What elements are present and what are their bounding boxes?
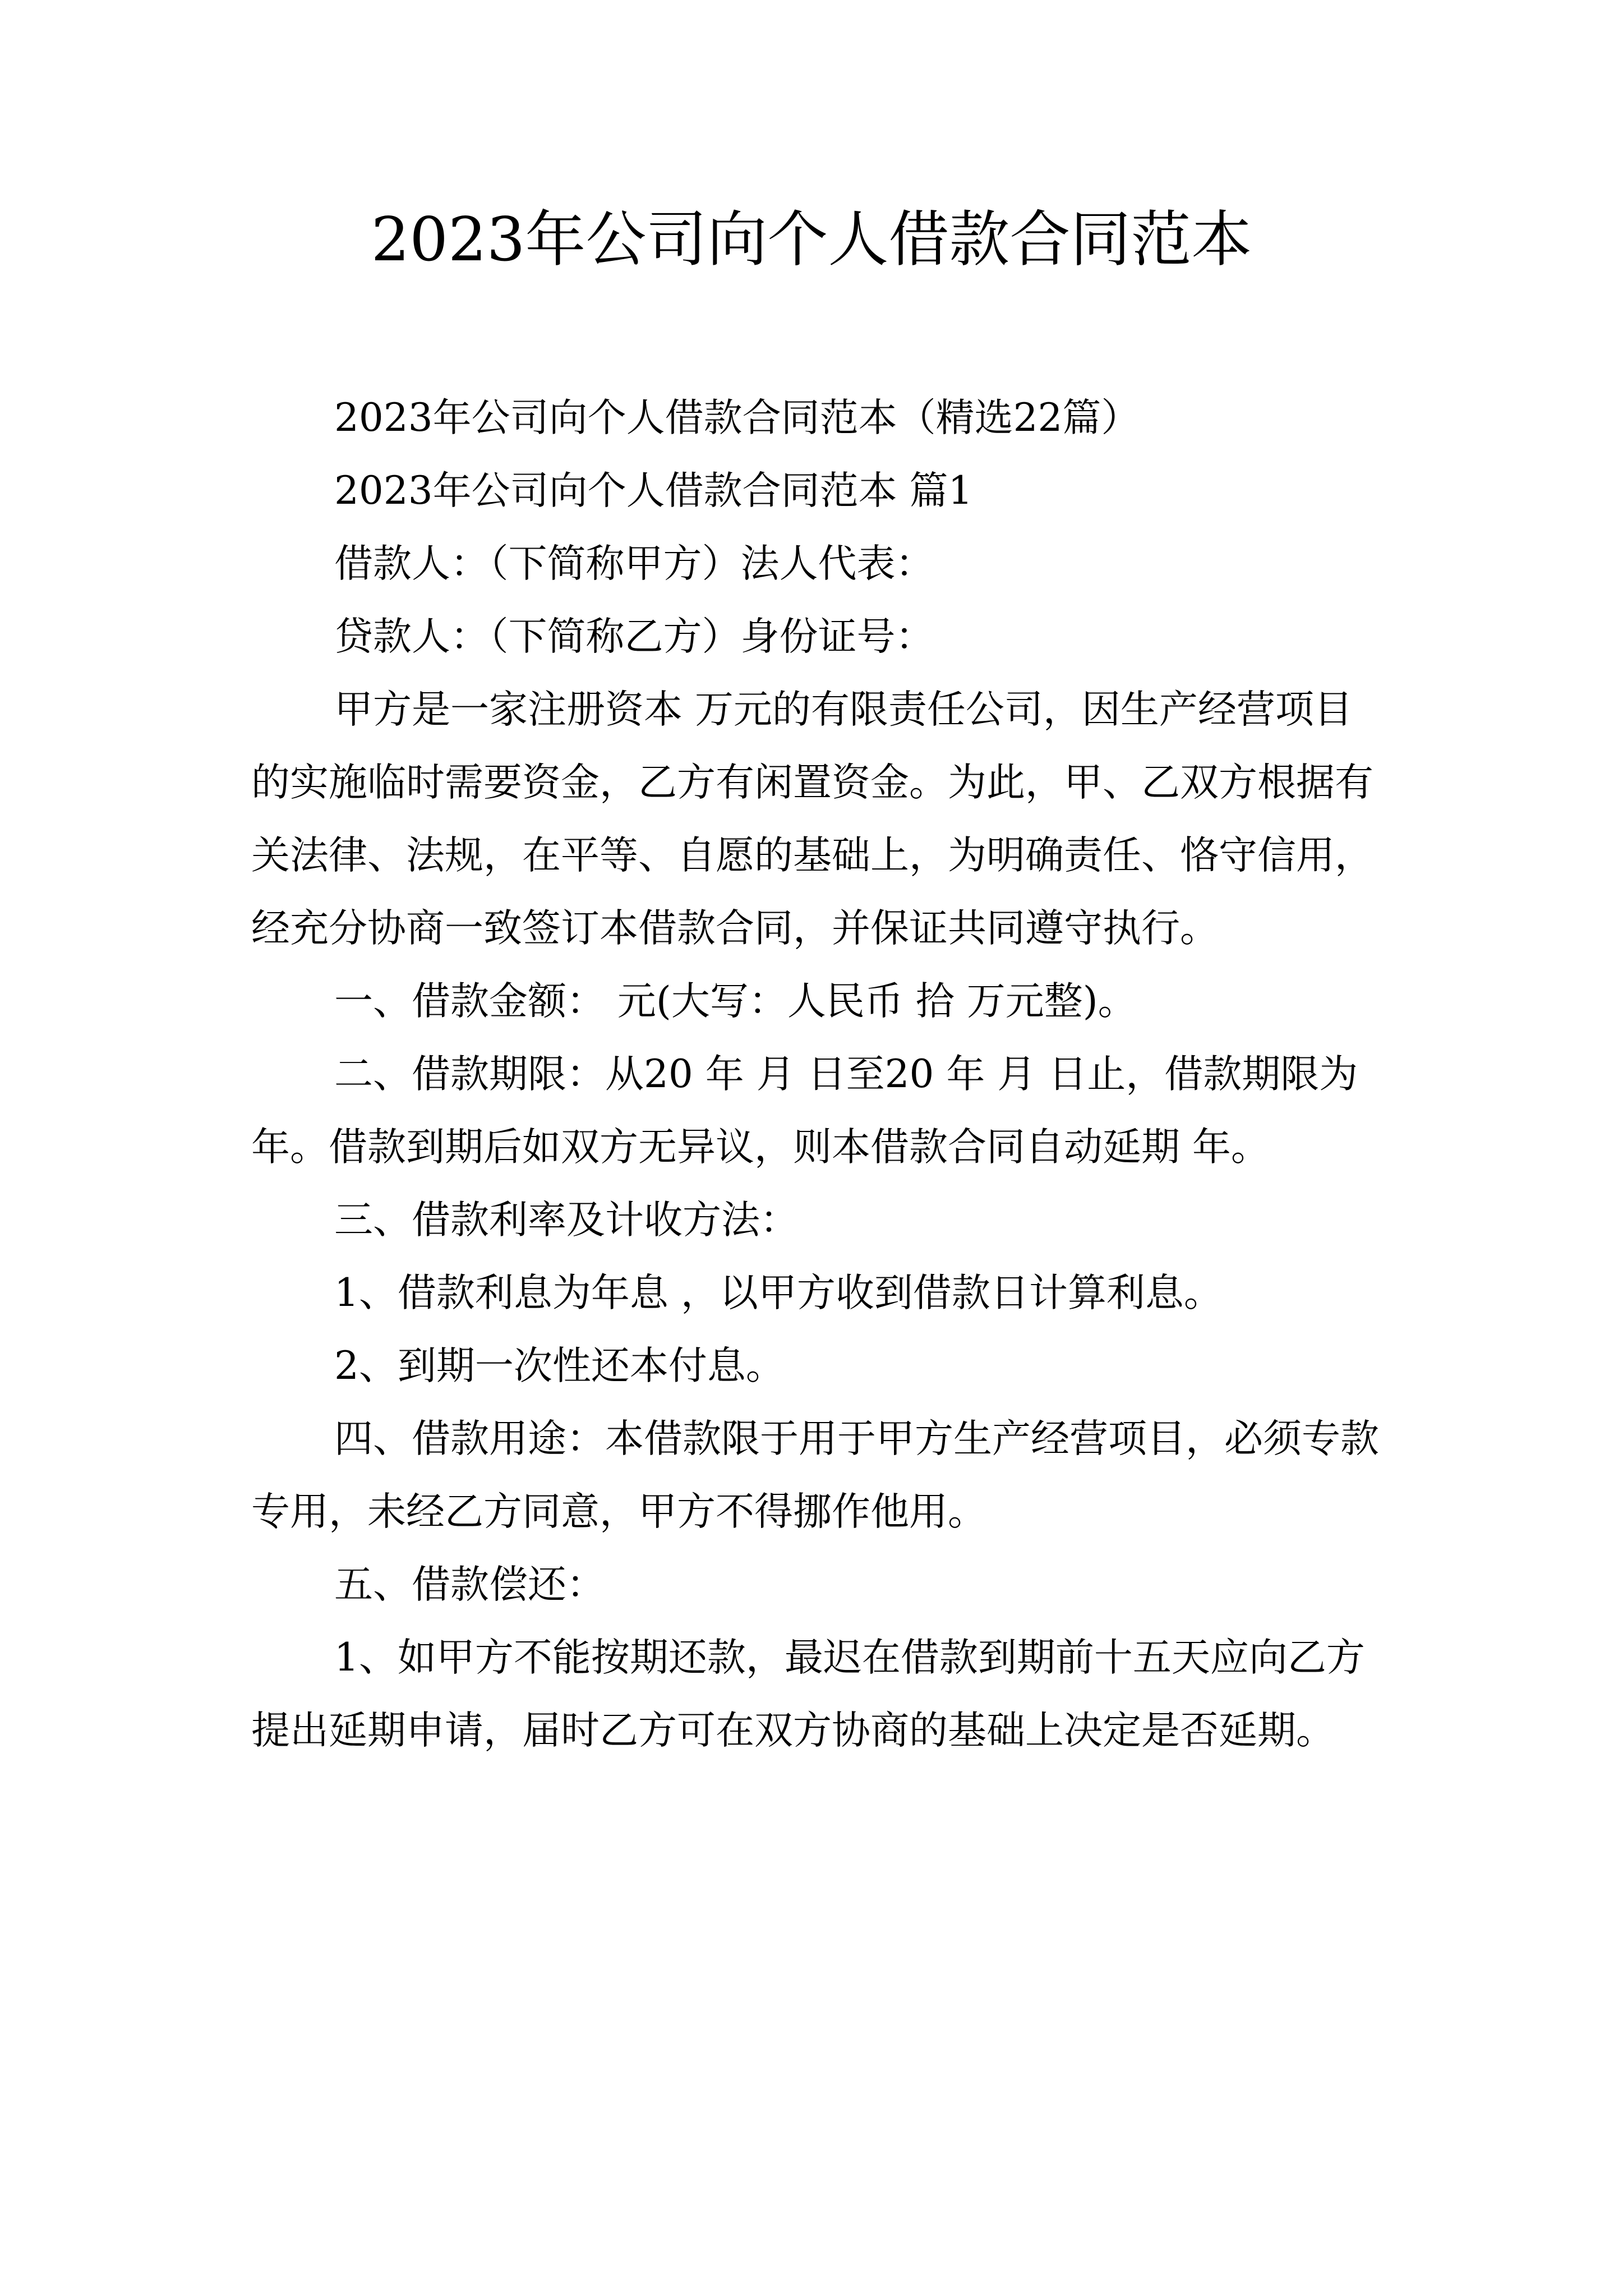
- paragraph-interest-rate: 1、借款利息为年息 ，以甲方收到借款日计算利息。: [334, 1271, 1223, 1315]
- paragraph-subtitle: 2023年公司向个人借款合同范本（精选22篇）: [334, 395, 1140, 440]
- paragraph-lender: 贷款人：（下简称乙方）身份证号：: [334, 614, 934, 659]
- paragraph-section-heading: 2023年公司向个人借款合同范本 篇1: [334, 468, 973, 513]
- paragraph-repayment-heading: 五、借款偿还：: [334, 1562, 605, 1607]
- paragraph-extension-clause: 1、如甲方不能按期还款，最迟在借款到期前十五天应向乙方提出延期申请，届时乙方可在双方协商的基础上决定是否延期。: [251, 1635, 1365, 1753]
- document-title: 2023年公司向个人借款合同范本: [371, 205, 1252, 275]
- document-body: [251, 381, 1381, 1767]
- paragraph-loan-purpose: 四、借款用途：本借款限于用于甲方生产经营项目，必须专款专用，未经乙方同意，甲方不得挪作他用。: [251, 1416, 1379, 1534]
- paragraph-loan-amount: 一、借款金额： 元(大写：人民币 拾 万元整)。: [334, 979, 1137, 1024]
- paragraph-repayment-method: 2、到期一次性还本付息。: [334, 1343, 785, 1388]
- paragraph-preamble: 甲方是一家注册资本 万元的有限责任公司，因生产经营项目的实施临时需要资金，乙方有闲置资金。为此，甲、乙双方根据有关法律、法规，在平等、自愿的基础上，为明确责任、恪守信用，经充分协商一致签订本借款合同，并保证共同遵守执行。: [251, 687, 1373, 951]
- paragraph-interest-heading: 三、借款利率及计收方法：: [334, 1198, 799, 1243]
- paragraph-borrower: 借款人：（下简称甲方）法人代表：: [334, 541, 934, 586]
- paragraph-loan-term: 二、借款期限：从20 年 月 日至20 年 月 日止，借款期限为 年。借款到期后如双方无异议，则本借款合同自动延期 年。: [251, 1052, 1358, 1170]
